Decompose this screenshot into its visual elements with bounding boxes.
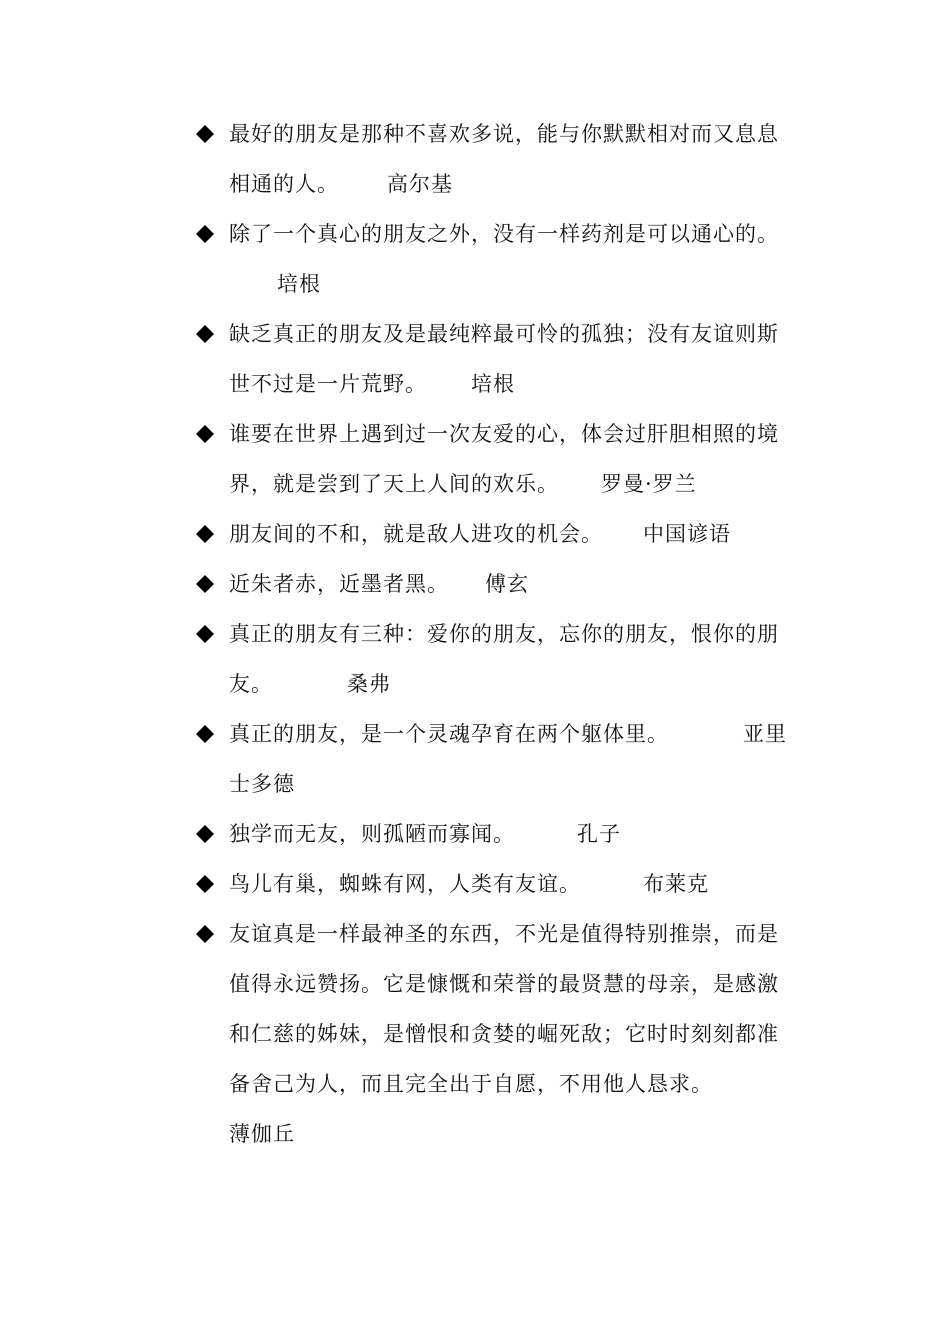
quote-item [193,709,823,809]
quote-text: 备舍己为人，而且完全出于自愿，不用他人恳求。 [229,1072,713,1096]
quote-item [193,909,823,1159]
quote-item [193,609,823,709]
quote-author: 高尔基 [387,172,453,196]
quote-item [193,309,823,409]
diamond-bullet-icon [193,809,217,859]
quote-item [193,209,823,309]
quote-author: 孔子 [577,822,621,846]
quote-text: 缺乏真正的朋友及是最纯粹最可怜的孤独；没有友谊则斯 [229,322,779,346]
diamond-bullet-icon [193,559,217,609]
quote-text: 相通的人。 [229,172,339,196]
quote-text: 近朱者赤，近墨者黑。 [229,572,449,596]
diamond-bullet-icon [193,509,217,559]
quote-item [193,109,823,209]
quote-author: 傅玄 [485,572,529,596]
quote-text: 世不过是一片荒野。 [229,372,427,396]
quote-text: 独学而无友，则孤陋而寡闻。 [229,822,515,846]
diamond-bullet-icon [193,709,217,759]
quote-text: 和仁慈的姊妹，是憎恨和贪婪的崛死敌；它时时刻刻都准 [229,1022,779,1046]
quote-item [193,809,823,859]
diamond-bullet-icon [193,859,217,909]
quote-text: 友。 [229,672,273,696]
quote-author: 中国谚语 [643,522,731,546]
diamond-bullet-icon [193,909,217,959]
quote-text: 值得永远赞扬。它是慷慨和荣誉的最贤慧的母亲，是感激 [229,972,779,996]
quote-text: 真正的朋友，是一个灵魂孕育在两个躯体里。 [229,722,669,746]
quote-author: 培根 [277,272,321,296]
quote-author: 桑弗 [347,672,391,696]
quote-item [193,409,823,509]
quote-text: 友谊真是一样最神圣的东西，不光是值得特别推崇，而是 [229,922,779,946]
quote-text: 谁要在世界上遇到过一次友爱的心，体会过肝胆相照的境 [229,422,779,446]
quote-text: 真正的朋友有三种：爱你的朋友，忘你的朋友，恨你的朋 [229,622,779,646]
quote-text: 界，就是尝到了天上人间的欢乐。 [229,472,559,496]
quote-item [193,509,823,559]
quote-text: 最好的朋友是那种不喜欢多说，能与你默默相对而又息息 [229,122,779,146]
diamond-bullet-icon [193,409,217,459]
quote-author: 薄伽丘 [229,1122,295,1146]
quote-author: 士多德 [229,772,295,796]
quote-list [193,109,823,1159]
diamond-bullet-icon [193,209,217,259]
quote-author: 培根 [471,372,515,396]
diamond-bullet-icon [193,309,217,359]
diamond-bullet-icon [193,609,217,659]
quote-text: 鸟儿有巢，蜘蛛有网，人类有友谊。 [229,872,581,896]
quote-author: 罗曼·罗兰 [601,472,697,496]
diamond-bullet-icon [193,109,217,159]
quote-item [193,559,823,609]
quote-item [193,859,823,909]
quote-author: 亚里 [743,722,787,746]
quote-text: 朋友间的不和，就是敌人进攻的机会。 [229,522,603,546]
quote-text: 除了一个真心的朋友之外，没有一样药剂是可以通心的。 [229,222,779,246]
quote-author: 布莱克 [643,872,709,896]
